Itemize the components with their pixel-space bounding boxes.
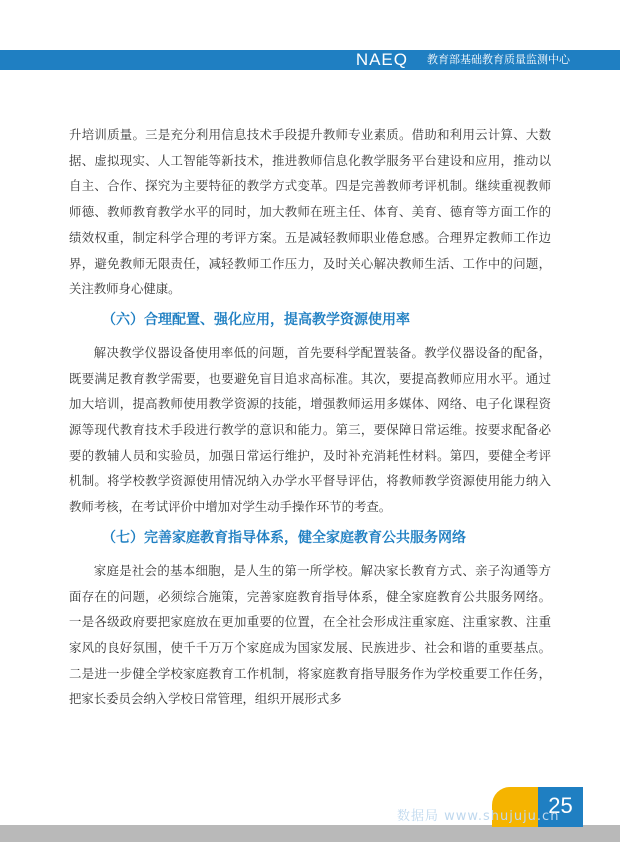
naeq-logo: NAEQ	[355, 50, 408, 69]
header-organization: 教育部基础教育质量监测中心	[427, 53, 570, 66]
paragraph-1: 升培训质量。三是充分利用信息技术手段提升教师专业素质。借助和利用云计算、大数据、虚拟现实、人工智能等新技术，推进教师信息化教学服务平台建设和应用，推动以自主、合作、探究为主要特征的教学方式变革。四是完善教师考评机制。继续重视教师师德、教师教育教学水平的同时，加大教师在班主任、体育、美育、德育等方面工作的绩效权重，制定科学合理的考评方案。五是减轻教师职业倦怠感。合理界定教师工作边界，避免教师无限责任，减轻教师工作压力，及时关心解决教师生活、工作中的问题，关注教师身心健康。	[69, 127, 551, 297]
page-content	[69, 122, 551, 712]
footer-band	[0, 825, 620, 842]
section-heading-7: （七）完善家庭教育指导体系，健全家庭教育公共服务网络	[102, 529, 466, 546]
watermark: 数据局 www.shujuju.cn	[397, 809, 560, 824]
page-number: 25	[548, 793, 573, 818]
paragraph-3: 家庭是社会的基本细胞，是人生的第一所学校。解决家长教育方式、亲子沟通等方面存在的问题，必须综合施策，完善家庭教育指导体系，健全家庭教育公共服务网络。一是各级政府要把家庭放在更加重要的位置，在全社会形成注重家庭、注重家教、注重家风的良好氛围，使千千万万个家庭成为国家发展、民族进步、社会和谐的重要基点。二是进一步健全学校家庭教育工作机制，将家庭教育指导服务作为学校重要工作任务，把家长委员会纳入学校日常管理，组织开展形式多	[69, 562, 551, 707]
section-heading-6: （六）合理配置、强化应用，提高教学资源使用率	[102, 311, 410, 328]
paragraph-2: 解决教学仪器设备使用率低的问题，首先要科学配置装备。教学仪器设备的配备，既要满足教育教学需要，也要避免盲目追求高标准。其次，要提高教师应用水平。通过加大培训，提高教师使用教学资源的技能，增强教师运用多媒体、网络、电子化课程资源等现代教育技术手段进行教学的意识和能力。第三，要保障日常运维。按要求配备必要的教辅人员和实验员，加强日常运行维护，及时补充消耗性材料。第四，要健全考评机制。将学校教学资源使用情况纳入办学水平督导评估，将教师教学资源使用能力纳入教师考核，在考试评价中增加对学生动手操作环节的考查。	[69, 344, 551, 515]
